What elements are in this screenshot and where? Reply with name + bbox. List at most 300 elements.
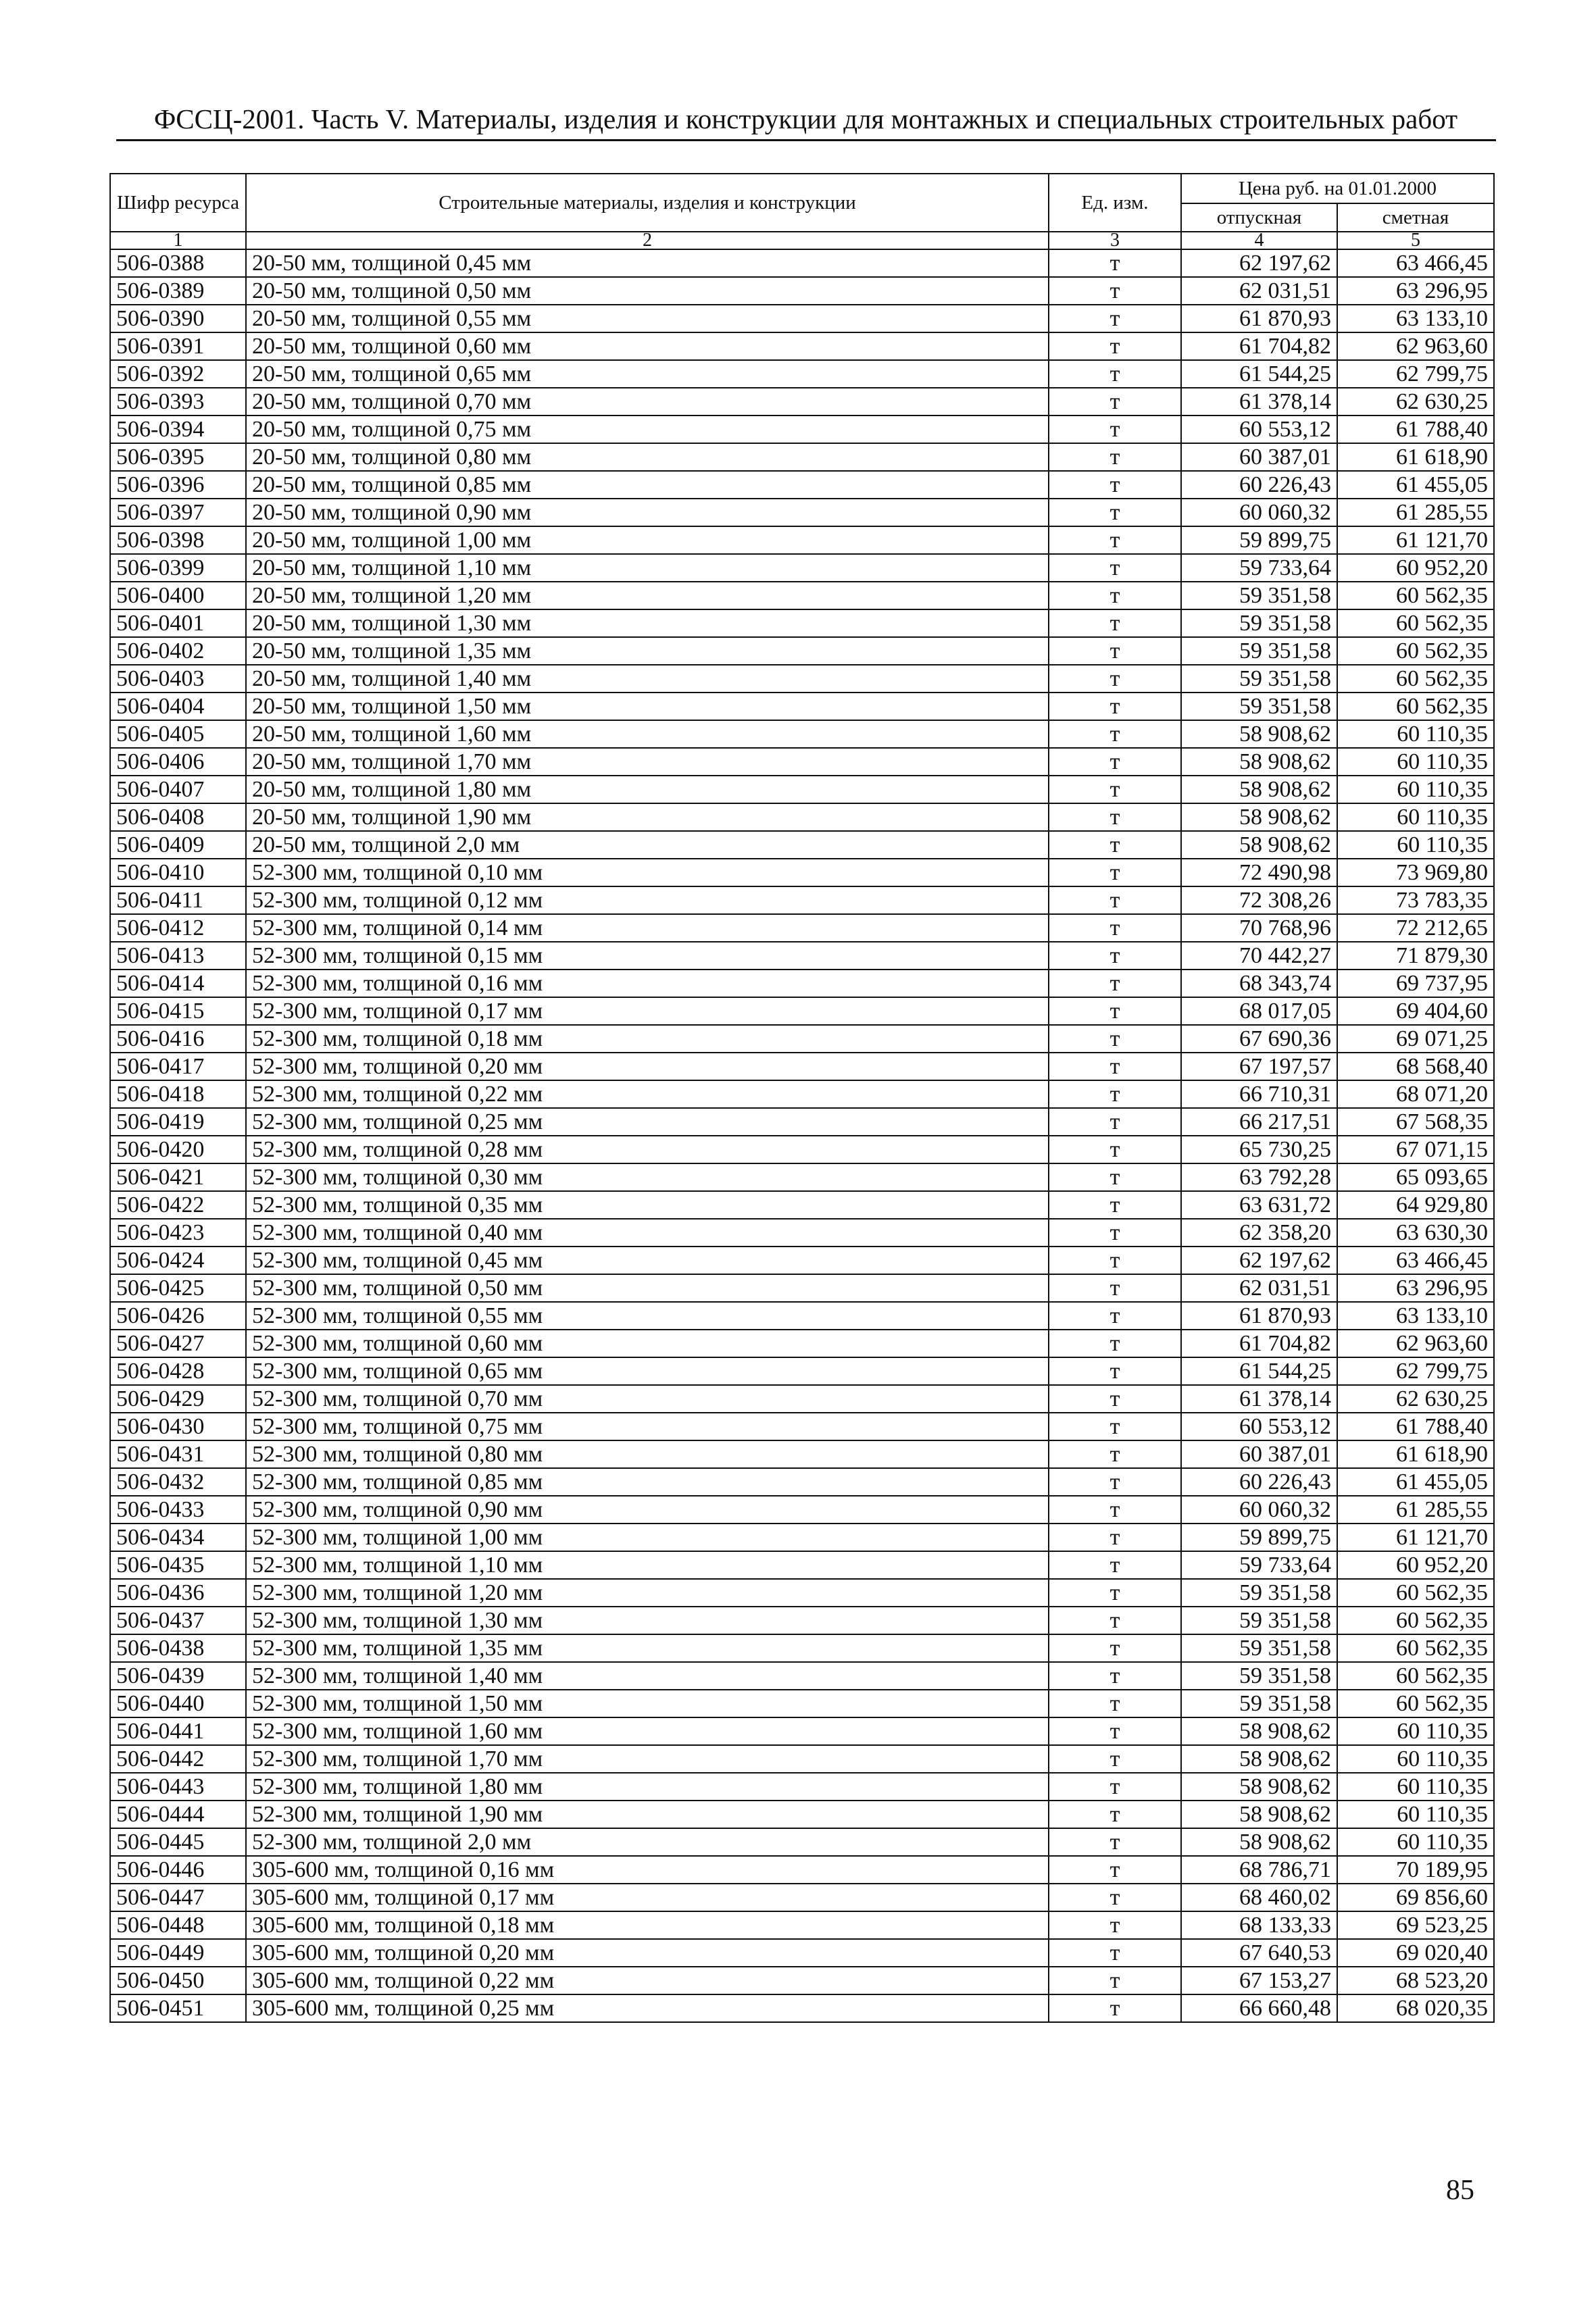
release-price-cell: 58 908,62 [1181,803,1337,831]
code-cell: 506-0446 [110,1856,246,1884]
code-cell: 506-0448 [110,1911,246,1939]
code-cell: 506-0420 [110,1136,246,1163]
code-cell: 506-0416 [110,1025,246,1053]
unit-cell: т [1049,582,1181,609]
unit-cell: т [1049,859,1181,886]
release-price-cell: 61 704,82 [1181,1330,1337,1357]
table-row [110,1163,1494,1191]
code-cell: 506-0393 [110,388,246,416]
table-row [110,1911,1494,1939]
estimate-price-cell: 62 963,60 [1337,1330,1494,1357]
code-cell: 506-0441 [110,1717,246,1745]
unit-cell: т [1049,1967,1181,1994]
name-cell: 52-300 мм, толщиной 1,80 мм [246,1773,1049,1801]
estimate-price-cell: 60 110,35 [1337,831,1494,859]
code-cell: 506-0433 [110,1496,246,1524]
release-price-cell: 68 133,33 [1181,1911,1337,1939]
table-row [110,526,1494,554]
table-row [110,1690,1494,1717]
name-cell: 52-300 мм, толщиной 1,90 мм [246,1801,1049,1828]
unit-cell: т [1049,803,1181,831]
unit-cell: т [1049,1745,1181,1773]
code-cell: 506-0407 [110,776,246,803]
release-price-cell: 59 351,58 [1181,1579,1337,1607]
release-price-cell: 59 351,58 [1181,1662,1337,1690]
name-cell: 52-300 мм, толщиной 0,22 мм [246,1080,1049,1108]
release-price-cell: 62 031,51 [1181,1274,1337,1302]
unit-cell: т [1049,942,1181,970]
estimate-price-cell: 60 110,35 [1337,748,1494,776]
name-cell: 52-300 мм, толщиной 0,12 мм [246,886,1049,914]
unit-cell: т [1049,1191,1181,1219]
name-cell: 20-50 мм, толщиной 1,40 мм [246,665,1049,693]
unit-cell: т [1049,1330,1181,1357]
release-price-cell: 58 908,62 [1181,776,1337,803]
release-price-cell: 68 460,02 [1181,1884,1337,1911]
unit-cell: т [1049,277,1181,305]
name-cell: 52-300 мм, толщиной 0,17 мм [246,997,1049,1025]
estimate-price-cell: 65 093,65 [1337,1163,1494,1191]
column-number-3: 3 [1049,232,1181,249]
code-cell: 506-0444 [110,1801,246,1828]
name-cell: 52-300 мм, толщиной 1,30 мм [246,1607,1049,1634]
code-cell: 506-0421 [110,1163,246,1191]
release-price-cell: 59 351,58 [1181,665,1337,693]
table-row [110,1717,1494,1745]
release-price-cell: 61 704,82 [1181,332,1337,360]
code-cell: 506-0403 [110,665,246,693]
estimate-price-cell: 61 788,40 [1337,1413,1494,1440]
unit-cell: т [1049,499,1181,526]
code-cell: 506-0425 [110,1274,246,1302]
code-cell: 506-0434 [110,1524,246,1551]
name-cell: 20-50 мм, толщиной 1,70 мм [246,748,1049,776]
release-price-cell: 58 908,62 [1181,748,1337,776]
column-header-estimate-price: сметная [1337,203,1494,232]
table-row [110,1496,1494,1524]
release-price-cell: 66 710,31 [1181,1080,1337,1108]
unit-cell: т [1049,1801,1181,1828]
code-cell: 506-0419 [110,1108,246,1136]
table-row [110,1247,1494,1274]
estimate-price-cell: 60 562,35 [1337,1579,1494,1607]
unit-cell: т [1049,1884,1181,1911]
release-price-cell: 59 351,58 [1181,1607,1337,1634]
unit-cell: т [1049,416,1181,443]
code-cell: 506-0400 [110,582,246,609]
code-cell: 506-0447 [110,1884,246,1911]
estimate-price-cell: 62 799,75 [1337,360,1494,388]
name-cell: 52-300 мм, толщиной 1,40 мм [246,1662,1049,1690]
code-cell: 506-0415 [110,997,246,1025]
table-row [110,554,1494,582]
release-price-cell: 62 031,51 [1181,277,1337,305]
code-cell: 506-0440 [110,1690,246,1717]
unit-cell: т [1049,1413,1181,1440]
name-cell: 52-300 мм, толщиной 1,00 мм [246,1524,1049,1551]
table-row [110,693,1494,720]
estimate-price-cell: 64 929,80 [1337,1191,1494,1219]
estimate-price-cell: 69 856,60 [1337,1884,1494,1911]
table-row [110,1302,1494,1330]
table-row [110,1357,1494,1385]
name-cell: 20-50 мм, толщиной 0,80 мм [246,443,1049,471]
name-cell: 305-600 мм, толщиной 0,20 мм [246,1939,1049,1967]
name-cell: 52-300 мм, толщиной 0,65 мм [246,1357,1049,1385]
estimate-price-cell: 60 952,20 [1337,554,1494,582]
code-cell: 506-0404 [110,693,246,720]
name-cell: 52-300 мм, толщиной 1,10 мм [246,1551,1049,1579]
code-cell: 506-0408 [110,803,246,831]
table-row [110,1884,1494,1911]
estimate-price-cell: 72 212,65 [1337,914,1494,942]
estimate-price-cell: 69 071,25 [1337,1025,1494,1053]
unit-cell: т [1049,1219,1181,1247]
name-cell: 52-300 мм, толщиной 0,18 мм [246,1025,1049,1053]
name-cell: 52-300 мм, толщиной 0,50 мм [246,1274,1049,1302]
table-row [110,1440,1494,1468]
column-header-unit: Ед. изм. [1049,174,1181,232]
code-cell: 506-0391 [110,332,246,360]
table-row [110,1274,1494,1302]
release-price-cell: 63 631,72 [1181,1191,1337,1219]
estimate-price-cell: 61 618,90 [1337,1440,1494,1468]
table-row [110,859,1494,886]
release-price-cell: 62 358,20 [1181,1219,1337,1247]
column-header-name: Строительные материалы, изделия и конструкции [246,174,1049,232]
estimate-price-cell: 61 285,55 [1337,1496,1494,1524]
name-cell: 52-300 мм, толщиной 0,10 мм [246,859,1049,886]
unit-cell: т [1049,1634,1181,1662]
estimate-price-cell: 60 110,35 [1337,776,1494,803]
table-row [110,1579,1494,1607]
code-cell: 506-0417 [110,1053,246,1080]
release-price-cell: 58 908,62 [1181,1773,1337,1801]
table-row [110,1662,1494,1690]
unit-cell: т [1049,1662,1181,1690]
unit-cell: т [1049,1080,1181,1108]
release-price-cell: 60 060,32 [1181,1496,1337,1524]
code-cell: 506-0451 [110,1994,246,2022]
estimate-price-cell: 61 121,70 [1337,1524,1494,1551]
code-cell: 506-0411 [110,886,246,914]
name-cell: 52-300 мм, толщиной 0,40 мм [246,1219,1049,1247]
name-cell: 52-300 мм, толщиной 0,45 мм [246,1247,1049,1274]
unit-cell: т [1049,1163,1181,1191]
unit-cell: т [1049,1828,1181,1856]
name-cell: 20-50 мм, толщиной 0,85 мм [246,471,1049,499]
estimate-price-cell: 63 133,10 [1337,1302,1494,1330]
release-price-cell: 60 553,12 [1181,416,1337,443]
unit-cell: т [1049,970,1181,997]
table-row [110,1219,1494,1247]
code-cell: 506-0443 [110,1773,246,1801]
unit-cell: т [1049,665,1181,693]
unit-cell: т [1049,1524,1181,1551]
table-row [110,1330,1494,1357]
table-row [110,277,1494,305]
unit-cell: т [1049,1911,1181,1939]
name-cell: 305-600 мм, толщиной 0,22 мм [246,1967,1049,1994]
name-cell: 52-300 мм, толщиной 0,35 мм [246,1191,1049,1219]
unit-cell: т [1049,526,1181,554]
unit-cell: т [1049,1274,1181,1302]
estimate-price-cell: 60 562,35 [1337,1690,1494,1717]
release-price-cell: 59 899,75 [1181,526,1337,554]
code-cell: 506-0396 [110,471,246,499]
code-cell: 506-0432 [110,1468,246,1496]
unit-cell: т [1049,1302,1181,1330]
release-price-cell: 59 351,58 [1181,637,1337,665]
estimate-price-cell: 61 618,90 [1337,443,1494,471]
code-cell: 506-0395 [110,443,246,471]
estimate-price-cell: 62 963,60 [1337,332,1494,360]
unit-cell: т [1049,1690,1181,1717]
table-row [110,1468,1494,1496]
unit-cell: т [1049,720,1181,748]
estimate-price-cell: 60 562,35 [1337,609,1494,637]
estimate-price-cell: 63 630,30 [1337,1219,1494,1247]
estimate-price-cell: 60 110,35 [1337,1773,1494,1801]
estimate-price-cell: 68 020,35 [1337,1994,1494,2022]
table-row [110,997,1494,1025]
name-cell: 20-50 мм, толщиной 0,50 мм [246,277,1049,305]
name-cell: 20-50 мм, толщиной 0,55 мм [246,305,1049,332]
code-cell: 506-0426 [110,1302,246,1330]
estimate-price-cell: 62 630,25 [1337,388,1494,416]
page-header-title: ФССЦ-2001. Часть V. Материалы, изделия и конструкции для монтажных и специальных строительных работ [153,103,1458,134]
code-cell: 506-0435 [110,1551,246,1579]
column-header-code: Шифр ресурса [110,174,246,232]
column-header-release-price: отпускная [1181,203,1337,232]
estimate-price-cell: 60 110,35 [1337,1717,1494,1745]
estimate-price-cell: 67 568,35 [1337,1108,1494,1136]
table-row [110,305,1494,332]
estimate-price-cell: 60 562,35 [1337,1634,1494,1662]
table-row [110,1413,1494,1440]
unit-cell: т [1049,886,1181,914]
table-row [110,914,1494,942]
unit-cell: т [1049,1607,1181,1634]
code-cell: 506-0406 [110,748,246,776]
code-cell: 506-0438 [110,1634,246,1662]
unit-cell: т [1049,1994,1181,2022]
release-price-cell: 66 660,48 [1181,1994,1337,2022]
table-row [110,1108,1494,1136]
estimate-price-cell: 63 466,45 [1337,1247,1494,1274]
table-row [110,1607,1494,1634]
release-price-cell: 68 343,74 [1181,970,1337,997]
table-header [110,174,1494,249]
table-row [110,416,1494,443]
release-price-cell: 58 908,62 [1181,831,1337,859]
estimate-price-cell: 60 952,20 [1337,1551,1494,1579]
name-cell: 52-300 мм, толщиной 1,60 мм [246,1717,1049,1745]
estimate-price-cell: 60 562,35 [1337,665,1494,693]
table-row [110,1828,1494,1856]
release-price-cell: 59 351,58 [1181,609,1337,637]
table-row [110,582,1494,609]
name-cell: 20-50 мм, толщиной 0,65 мм [246,360,1049,388]
code-cell: 506-0389 [110,277,246,305]
release-price-cell: 59 733,64 [1181,554,1337,582]
name-cell: 52-300 мм, толщиной 1,35 мм [246,1634,1049,1662]
name-cell: 20-50 мм, толщиной 1,30 мм [246,609,1049,637]
table-row [110,970,1494,997]
estimate-price-cell: 73 783,35 [1337,886,1494,914]
code-cell: 506-0422 [110,1191,246,1219]
estimate-price-cell: 68 568,40 [1337,1053,1494,1080]
table-row [110,609,1494,637]
table-row [110,249,1494,277]
name-cell: 52-300 мм, толщиной 0,60 мм [246,1330,1049,1357]
name-cell: 20-50 мм, толщиной 0,75 мм [246,416,1049,443]
name-cell: 52-300 мм, толщиной 0,30 мм [246,1163,1049,1191]
name-cell: 305-600 мм, толщиной 0,18 мм [246,1911,1049,1939]
estimate-price-cell: 69 020,40 [1337,1939,1494,1967]
name-cell: 20-50 мм, толщиной 1,60 мм [246,720,1049,748]
code-cell: 506-0427 [110,1330,246,1357]
table-row [110,1773,1494,1801]
table-row [110,1745,1494,1773]
release-price-cell: 61 378,14 [1181,388,1337,416]
code-cell: 506-0388 [110,249,246,277]
table-row [110,803,1494,831]
release-price-cell: 72 490,98 [1181,859,1337,886]
release-price-cell: 61 870,93 [1181,305,1337,332]
release-price-cell: 59 899,75 [1181,1524,1337,1551]
table-row [110,720,1494,748]
table-row [110,332,1494,360]
code-cell: 506-0399 [110,554,246,582]
unit-cell: т [1049,609,1181,637]
table-row [110,1524,1494,1551]
table-row [110,831,1494,859]
estimate-price-cell: 60 110,35 [1337,803,1494,831]
code-cell: 506-0445 [110,1828,246,1856]
unit-cell: т [1049,637,1181,665]
estimate-price-cell: 60 562,35 [1337,693,1494,720]
estimate-price-cell: 69 737,95 [1337,970,1494,997]
release-price-cell: 61 870,93 [1181,1302,1337,1330]
table-row [110,1385,1494,1413]
table-row [110,1634,1494,1662]
name-cell: 20-50 мм, толщиной 1,50 мм [246,693,1049,720]
release-price-cell: 61 378,14 [1181,1385,1337,1413]
code-cell: 506-0429 [110,1385,246,1413]
release-price-cell: 58 908,62 [1181,1828,1337,1856]
code-cell: 506-0412 [110,914,246,942]
code-cell: 506-0449 [110,1939,246,1967]
table-row [110,1939,1494,1967]
name-cell: 52-300 мм, толщиной 0,25 мм [246,1108,1049,1136]
estimate-price-cell: 61 788,40 [1337,416,1494,443]
unit-cell: т [1049,1053,1181,1080]
unit-cell: т [1049,1773,1181,1801]
code-cell: 506-0405 [110,720,246,748]
unit-cell: т [1049,1440,1181,1468]
code-cell: 506-0437 [110,1607,246,1634]
code-cell: 506-0397 [110,499,246,526]
unit-cell: т [1049,1551,1181,1579]
estimate-price-cell: 60 110,35 [1337,720,1494,748]
name-cell: 52-300 мм, толщиной 0,85 мм [246,1468,1049,1496]
release-price-cell: 59 351,58 [1181,582,1337,609]
release-price-cell: 58 908,62 [1181,720,1337,748]
estimate-price-cell: 71 879,30 [1337,942,1494,970]
estimate-price-cell: 61 455,05 [1337,471,1494,499]
release-price-cell: 61 544,25 [1181,1357,1337,1385]
name-cell: 52-300 мм, толщиной 0,80 мм [246,1440,1049,1468]
name-cell: 52-300 мм, толщиной 0,14 мм [246,914,1049,942]
unit-cell: т [1049,1856,1181,1884]
estimate-price-cell: 63 296,95 [1337,1274,1494,1302]
estimate-price-cell: 60 562,35 [1337,1662,1494,1690]
release-price-cell: 70 442,27 [1181,942,1337,970]
table-row [110,1080,1494,1108]
name-cell: 52-300 мм, толщиной 0,90 мм [246,1496,1049,1524]
unit-cell: т [1049,748,1181,776]
table-row [110,886,1494,914]
table-row [110,443,1494,471]
unit-cell: т [1049,997,1181,1025]
estimate-price-cell: 62 799,75 [1337,1357,1494,1385]
release-price-cell: 58 908,62 [1181,1801,1337,1828]
unit-cell: т [1049,388,1181,416]
release-price-cell: 62 197,62 [1181,249,1337,277]
unit-cell: т [1049,332,1181,360]
code-cell: 506-0413 [110,942,246,970]
code-cell: 506-0428 [110,1357,246,1385]
code-cell: 506-0401 [110,609,246,637]
release-price-cell: 60 387,01 [1181,443,1337,471]
estimate-price-cell: 60 110,35 [1337,1801,1494,1828]
unit-cell: т [1049,776,1181,803]
estimate-price-cell: 73 969,80 [1337,859,1494,886]
table-row [110,1551,1494,1579]
code-cell: 506-0450 [110,1967,246,1994]
release-price-cell: 67 640,53 [1181,1939,1337,1967]
estimate-price-cell: 69 523,25 [1337,1911,1494,1939]
unit-cell: т [1049,249,1181,277]
code-cell: 506-0409 [110,831,246,859]
estimate-price-cell: 63 466,45 [1337,249,1494,277]
name-cell: 305-600 мм, толщиной 0,16 мм [246,1856,1049,1884]
release-price-cell: 60 226,43 [1181,1468,1337,1496]
column-number-4: 4 [1181,232,1337,249]
release-price-cell: 65 730,25 [1181,1136,1337,1163]
release-price-cell: 70 768,96 [1181,914,1337,942]
estimate-price-cell: 63 133,10 [1337,305,1494,332]
release-price-cell: 68 017,05 [1181,997,1337,1025]
release-price-cell: 67 153,27 [1181,1967,1337,1994]
name-cell: 52-300 мм, толщиной 0,70 мм [246,1385,1049,1413]
release-price-cell: 58 908,62 [1181,1745,1337,1773]
name-cell: 52-300 мм, толщиной 0,20 мм [246,1053,1049,1080]
table-row [110,471,1494,499]
unit-cell: т [1049,1357,1181,1385]
estimate-price-cell: 69 404,60 [1337,997,1494,1025]
code-cell: 506-0442 [110,1745,246,1773]
release-price-cell: 72 308,26 [1181,886,1337,914]
code-cell: 506-0424 [110,1247,246,1274]
table-row [110,665,1494,693]
unit-cell: т [1049,693,1181,720]
unit-cell: т [1049,471,1181,499]
code-cell: 506-0398 [110,526,246,554]
column-number-1: 1 [110,232,246,249]
estimate-price-cell: 60 110,35 [1337,1745,1494,1773]
